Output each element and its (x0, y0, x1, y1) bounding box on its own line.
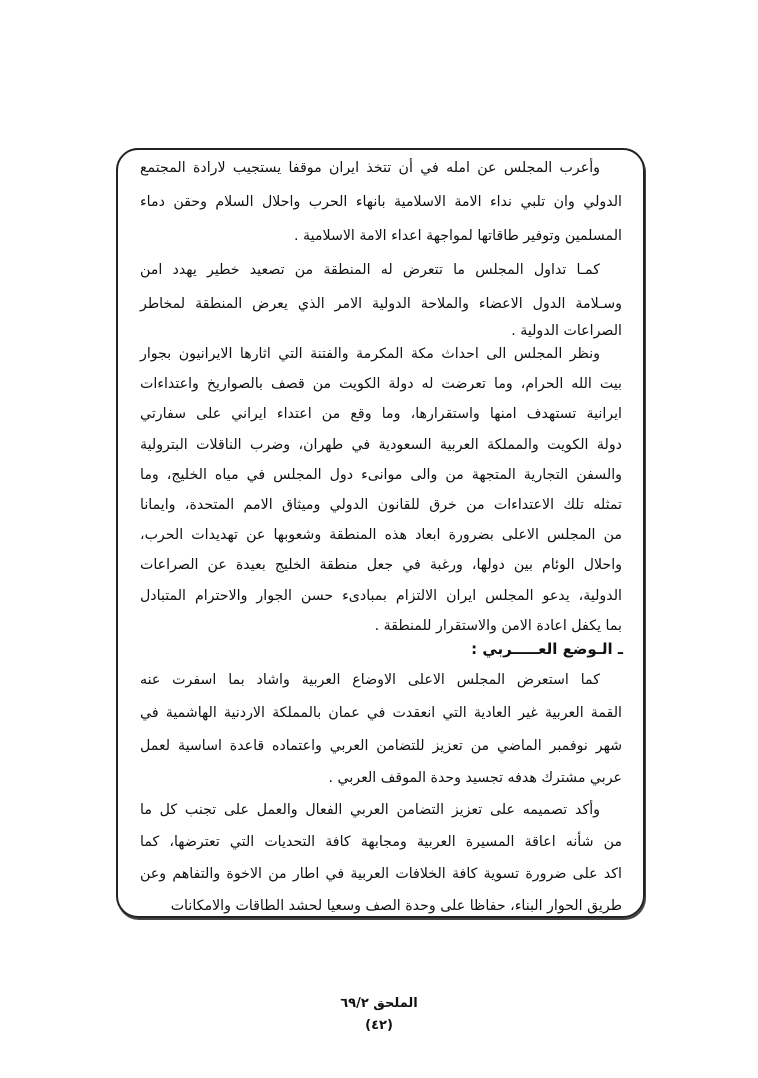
text-line: من المجلس الاعلى بضرورة ابعاد هذه المنطقة وشعوبها عن تهديدات الحرب، (140, 527, 622, 544)
annex-label: الملحق ٦٩/٢ (340, 996, 418, 1011)
text-line: ونظر المجلس الى احداث مكة المكرمة والفتنة التي اثارها الايرانيون بجوار (140, 346, 600, 362)
text-line: دولة الكويت والمملكة العربية السعودية في طهران، وضرب الناقلات البترولية (140, 436, 622, 453)
section-heading-arab-situation: ـ الـوضع العـــــربي : (471, 640, 623, 658)
text-line: وأكد تصميمه على تعزيز التضامن العربي الفعال والعمل على تجنب كل ما (140, 802, 600, 818)
text-line: اكد على ضرورة تسوية كافة الخلافات العربية في اطار من الاخوة والتفاهم وعن (140, 866, 622, 882)
text-line: المسلمين وتوفير طاقاتها لمواجهة اعداء الامة الاسلامية . (293, 228, 622, 244)
text-line: كمـا تداول المجلس ما تتعرض له المنطقة من تصعيد خطير يهدد امن (140, 262, 600, 278)
text-line: كما استعرض المجلس الاعلى الاوضاع العربية واشاد بما اسفرت عنه (140, 672, 600, 688)
text-line: شهر نوفمبر الماضي من تعزيز للتضامن العربي واعتماده قاعدة اساسية لعمل (140, 738, 622, 754)
text-line: بما يكفل اعادة الامن والاستقرار للمنطقة . (374, 617, 622, 634)
text-line: الدولية، يدعو المجلس ايران الالتزام بمبادىء حسن الجوار والاحترام المتبادل (140, 587, 622, 604)
text-line: عربي مشترك هدفه تجسيد وحدة الموقف العربي . (328, 770, 622, 786)
text-line: طريق الحوار البناء، حفاظا على وحدة الصف وسعيا لحشد الطاقات والامكانات (170, 898, 622, 914)
text-line: من شأنه اعاقة المسيرة العربية ومجابهة كافة التحديات التي تعترضها، كما (140, 834, 622, 850)
text-line: واحلال الوئام بين دولها، ورغبة في جعل منطقة الخليج بعيدة عن الصراعات (140, 557, 622, 574)
text-line: الدولي وان تلبي نداء الامة الاسلامية بانهاء الحرب واحلال السلام وحقن دماء (140, 194, 622, 210)
text-line: ايرانية تستهدف امنها واستقرارها، وما وقع من اعتداء ايراني على سفارتي (140, 406, 622, 423)
text-line: وأعرب المجلس عن امله في أن تتخذ ايران موقفا يستجيب لارادة المجتمع (140, 160, 600, 176)
text-line: وسـلامة الدول الاعضاء والملاحة الدولية الامر الذي يعرض المنطقة لمخاطر (140, 296, 622, 312)
page-number: (٤٢) (365, 1018, 393, 1033)
text-line: القمة العربية غير العادية التي انعقدت في عمان بالمملكة الاردنية الهاشمية في (140, 705, 622, 721)
text-line: بيت الله الحرام، وما تعرضت له دولة الكويت من قصف بالصواريخ واعتداءات (140, 376, 622, 393)
text-line: الصراعات الدولية . (511, 323, 622, 339)
text-line: تمثله تلك الاعتداءات من خرق للقانون الدولي وميثاق الامم المتحدة، وايمانا (140, 497, 622, 513)
text-line: والسفن التجارية المتجهة من والى موانىء دول المجلس في مياه الخليج، وما (140, 466, 622, 483)
